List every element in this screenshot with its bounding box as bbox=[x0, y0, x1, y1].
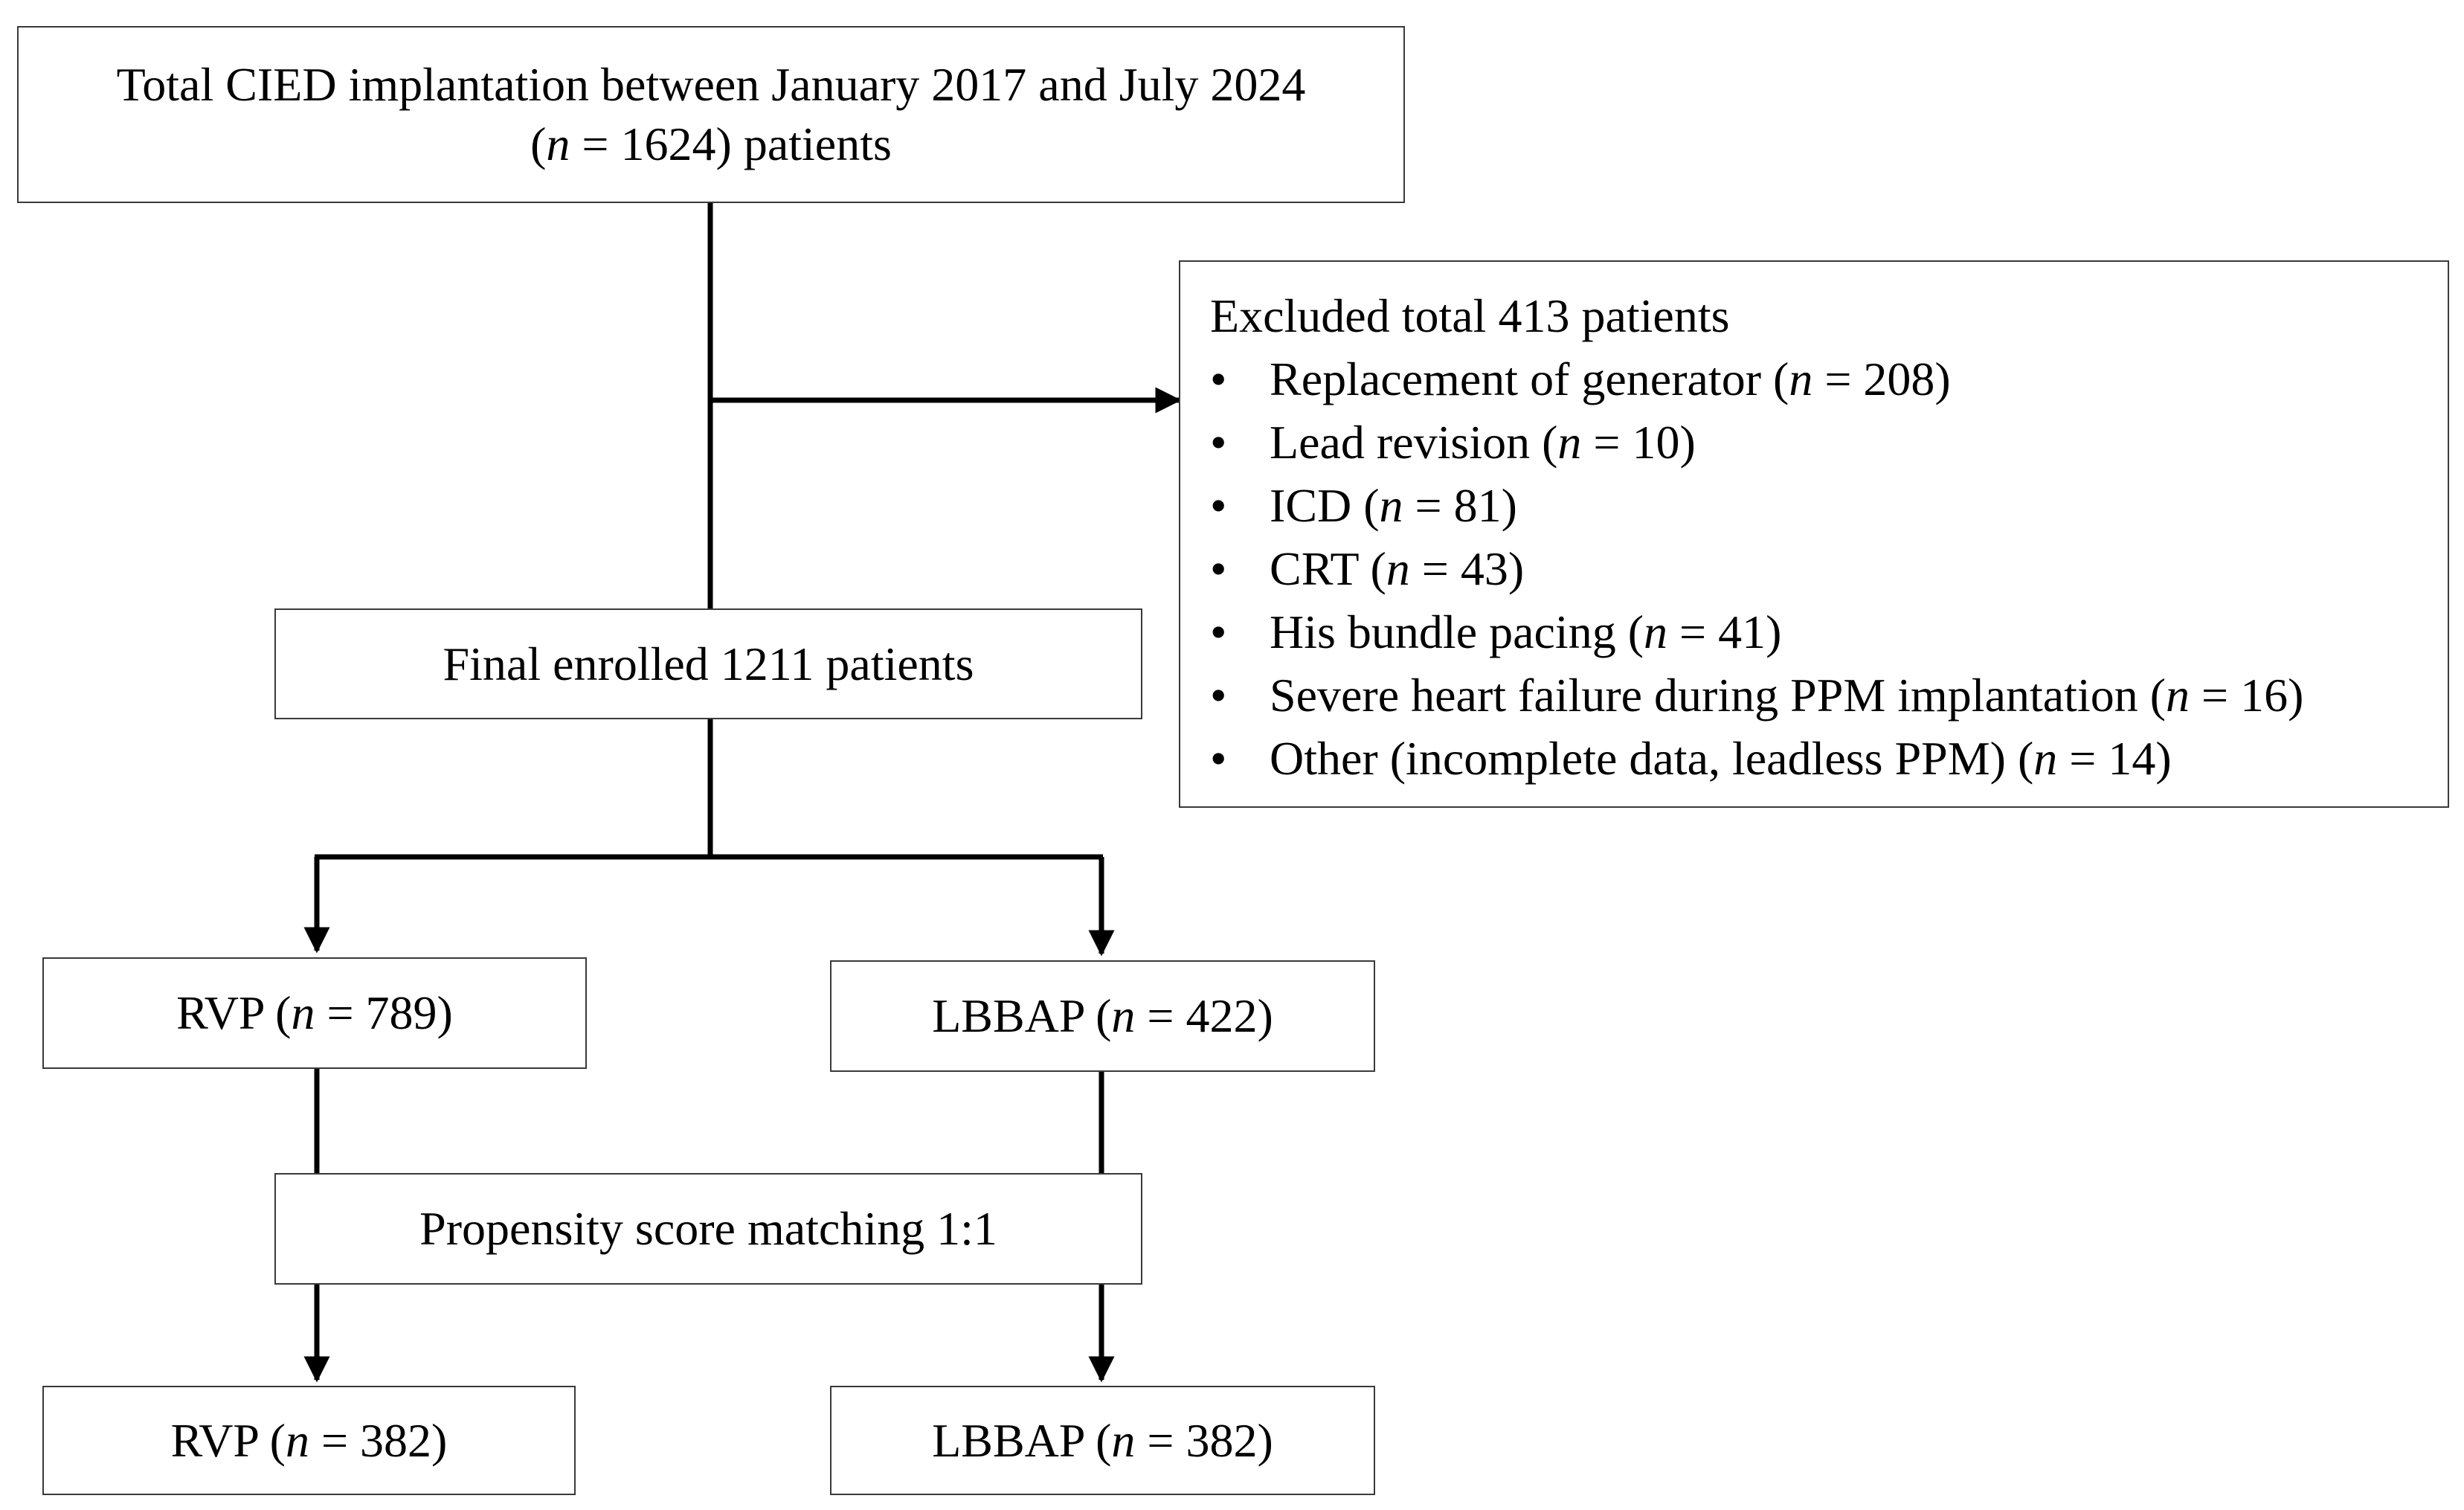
lbbap-before-box bbox=[830, 960, 1375, 1072]
excluded-title: Excluded total 413 patients bbox=[1210, 289, 1730, 342]
lbbap-after-box bbox=[830, 1386, 1375, 1495]
total-cied-box bbox=[17, 26, 1405, 203]
exclusion-item: • CRT (n = 43) bbox=[1210, 542, 1525, 595]
exclusion-item: • Severe heart failure during PPM implantation (n = 16) bbox=[1210, 669, 2304, 722]
excluded-box bbox=[1179, 260, 2449, 808]
rvp-before-box bbox=[42, 957, 587, 1069]
exclusion-item: • Replacement of generator (n = 208) bbox=[1210, 353, 1951, 405]
rvp-after-box bbox=[42, 1386, 576, 1495]
exclusion-item: • Lead revision (n = 10) bbox=[1210, 416, 1696, 469]
exclusion-item: • His bundle pacing (n = 41) bbox=[1210, 605, 1782, 658]
rvp-before-label: RVP (n = 789) bbox=[176, 986, 453, 1039]
rvp-after-label: RVP (n = 382) bbox=[170, 1413, 448, 1467]
psm-box bbox=[274, 1173, 1142, 1285]
exclusion-list bbox=[1210, 347, 2448, 790]
enrolled-text: Final enrolled 1211 patients bbox=[443, 637, 974, 690]
lbbap-after-label: LBBAP (n = 382) bbox=[932, 1413, 1273, 1467]
total-cied-line1: Total CIED implantation between January 2017 and July 2024 bbox=[116, 58, 1306, 111]
enrolled-box bbox=[274, 608, 1142, 719]
exclusion-item: • ICD (n = 81) bbox=[1210, 479, 1517, 532]
lbbap-before-label: LBBAP (n = 422) bbox=[932, 989, 1273, 1042]
psm-text: Propensity score matching 1:1 bbox=[419, 1202, 997, 1255]
total-cied-line2: (n = 1624) patients bbox=[530, 118, 892, 170]
exclusion-item: • Other (incomplete data, leadless PPM) (n = 14) bbox=[1210, 732, 2172, 785]
